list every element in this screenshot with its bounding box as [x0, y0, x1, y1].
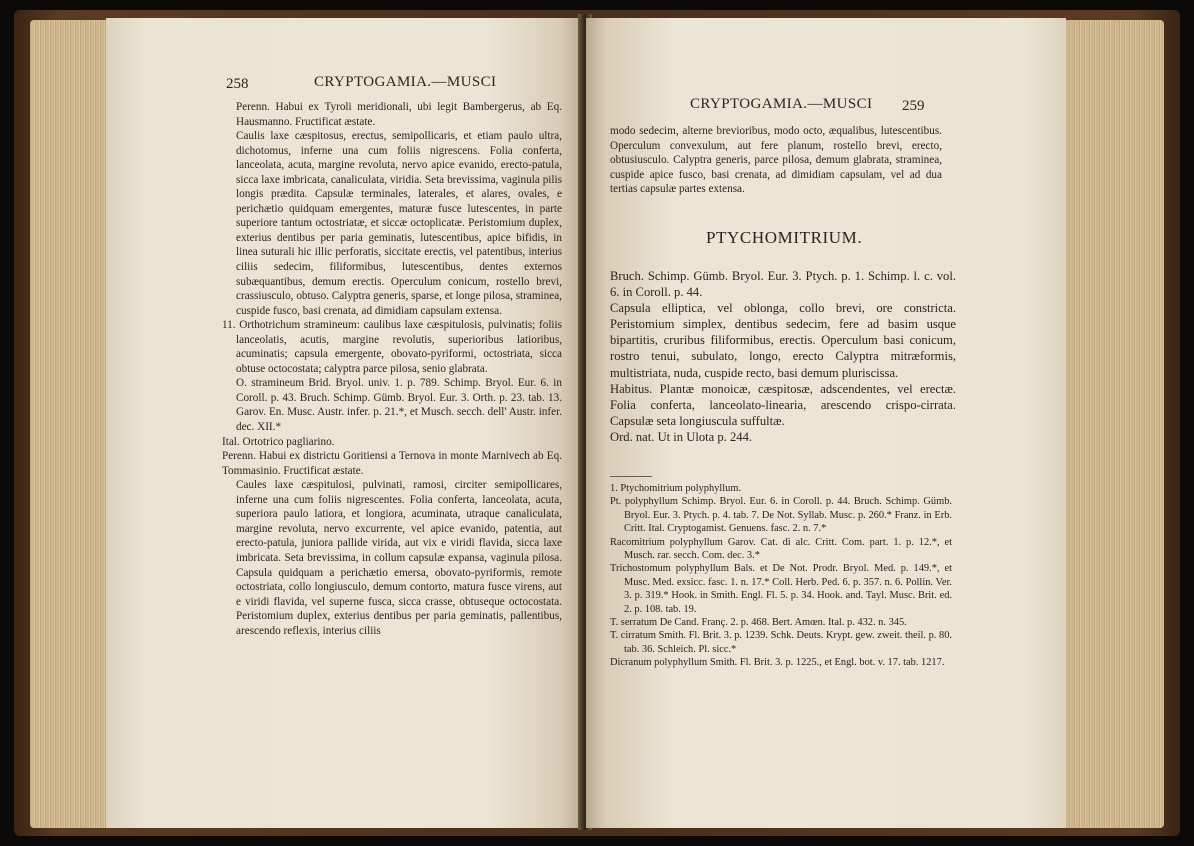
left-paragraph: O. stramineum Brid. Bryol. univ. 1. p. 789. Schimp. Bryol. Eur. 6. in Coroll. p. 43. Bruch. Schimp. Gümb. Bryol. Eur. 3. Orth. p. 23. tab. 13. Garov. En. Musc. Austr. infer. p. 21.*, et Musch. secch. dell' Austr. infer. dec. XII.*	[236, 377, 562, 434]
left-paragraph: Ital. Ortotrico pagliarino.	[222, 435, 335, 448]
species-paragraph: Pt. polyphyllum Schimp. Bryol. Eur. 6. in Coroll. p. 44. Bruch. Schimp. Gümb. Bryol. Eur. 3. Ptych. p. 4. tab. 7. De Not. Syllab. Musc. p. 260.* Franz. in Erb. Critt. Ital. Cryptogamist. Genuens. fasc. 2. n. 7.*	[610, 496, 952, 535]
genus-paragraph: Ord. nat. Ut in Ulota p. 244.	[610, 429, 753, 444]
species-paragraph: Dicranum polyphyllum Smith. Fl. Brit. 3. p. 1225., et Engl. bot. v. 17. tab. 1217.	[610, 657, 945, 669]
left-paragraph: Caules laxe cæspitulosi, pulvinati, ramosi, circiter semipollicares, inferne una cum foliis nigrescentes. Folia conferta, lanceolata, acuta, superiora paulo latiora, et longiora, acuminata, utraque canaliculata, margine revoluta, nervo excurrente, vel apice evanido, patentia, aut erecto-patula, juniora pallide virida, aut vix e viridi flavida, sicca laxe imbricata. Seta brevissima, in collum capsulæ expansa, vaginula pilosa. Capsula quidquam a perichætio emersa, obovato-pyriformis, remote octostriata, collo longiusculo, demum contorto, matura fusce virens, aut e viridi flavida, vel superne fusca, sicca crasse, obtuseque octocostata. Peristomium duplex, exterius dentibus per paria geminatis, pallentibus, arescendo reflexis, interius ciliis	[236, 479, 562, 637]
right-upper-text: modo sedecim, alterne brevioribus, modo octo, æqualibus, lutescentibus. Operculum convexulum, aut fere planum, rostello brevi, erecto, obtusiusculo. Calyptra generis, parce pilosa, demum glabrata, straminea, cuspide apice fusco, basi crenata, ad dimidiam capsulam, vel ad dua tertias capsulæ partes extensa.	[610, 125, 942, 196]
left-page-number: 258	[226, 76, 249, 92]
species-paragraph: 1. Ptychomitrium polyphyllum.	[610, 483, 742, 494]
separator-rule	[610, 476, 652, 477]
species-paragraph: Trichostomum polyphyllum Bals. et De Not. Prodr. Bryol. Med. p. 149.*, et Musc. Med. exsicc. fasc. 1. n. 17.* Coll. Herb. Ped. 6. p. 357. n. 6. Pollin. Ver. 3. p. 319.* Hook. in Smith. Engl. Fl. 5. p. 34. Hook. and. Tayl. Musc. Brit. ed. 2. p. 108. tab. 19.	[610, 563, 952, 615]
species-paragraph: T. cirratum Smith. Fl. Brit. 3. p. 1239. Schk. Deuts. Krypt. gew. zweit. theil. p. 80. tab. 36. Schleich. Pl. sicc.*	[610, 630, 952, 655]
genus-paragraph: Habitus. Plantæ monoicæ, cæspitosæ, adscendentes, vel erectæ. Folia conferta, lanceolato-linearia, arescendo crispo-cirrata. Capsulæ seta longiuscula suffultæ.	[610, 381, 956, 428]
species-paragraph: Racomitrium polyphyllum Garov. Cat. di alc. Critt. Com. part. 1. p. 12.*, et Musch. rar. secch. Com. dec. 3.*	[610, 536, 952, 562]
genus-description	[610, 268, 956, 445]
right-page-edges	[1060, 20, 1164, 828]
species-paragraph: T. serratum De Cand. Franç. 2. p. 468. Bert. Amœn. Ital. p. 432. n. 345.	[610, 617, 907, 629]
right-page-number: 259	[902, 98, 925, 114]
left-paragraph: 11. Orthotrichum stramineum: caulibus laxe cæspitulosis, pulvinatis; foliis lanceolatis, acutis, margine revolutis, superioribus latioribus, acuminatis; capsula emergente, obovato-pyriformi, octostriata, sicca obtuse octocostata; calyptra parce pilosa, senio glabrata.	[222, 319, 562, 375]
genus-paragraph: Bruch. Schimp. Gümb. Bryol. Eur. 3. Ptych. p. 1. Schimp. l. c. vol. 6. in Coroll. p. 44.	[610, 269, 956, 300]
left-paragraph: Perenn. Habui ex districtu Goritiensi a Ternova in monte Marnivech ab Eq. Tommasinio. Fructificat æstate.	[222, 450, 562, 477]
left-page	[106, 18, 584, 828]
section-title: PTYCHOMITRIUM.	[706, 228, 863, 247]
species-synonymy	[610, 482, 952, 670]
genus-paragraph: Capsula elliptica, vel oblonga, collo brevi, ore constricta. Peristomium simplex, dentibus sedecim, fere ad basim usque bipartitis, cruribus filiformibus, erectis. Operculum basi conicum, rostro tenui, subulato, longo, erecto Calyptra mitræformis, multistriata, nuda, cuspide recto, basi demum pluriscissa.	[610, 301, 956, 380]
left-running-head: CRYPTOGAMIA.—MUSCI	[314, 74, 497, 90]
left-paragraph: Caulis laxe cæspitosus, erectus, semipollicaris, et etiam paulo ultra, dichotomus, inferne una cum foliis nigrescens. Folia conferta, lanceolata, acuta, margine revoluta, nervo apice evanido, erecto-patula, sicca laxe imbricata, canaliculata, viridia. Seta brevissima, vaginula pilis longis prædita. Capsulæ terminales, laterales, et alares, ovales, e perichætio quidquam emergentes, maturæ fusce lutescentes, in parte superiore tantum octostriatæ, et siccæ octoplicatæ. Peristomium duplex, exterius dentibus per paria geminatis, lutescentibus, apice bifidis, in linea suturali hic illic perforatis, siccitate erectis, vel patentibus, interius ciliis sedecim, filiformibus, lutescentibus, dentes externos subæquantibus, demum erectis. Operculum conicum, rostello brevi, crassiusculo, obtuso. Calyptra generis, sparse, et longe pilosa, straminea, cuspide fusco, basi crenata, ad dimidiam capsulam extensa.	[236, 130, 562, 317]
left-paragraph: Perenn. Habui ex Tyroli meridionali, ubi legit Bambergerus, ab Eq. Hausmanno. Fructificat æstate.	[236, 101, 562, 128]
left-text-block	[222, 100, 562, 638]
right-page	[586, 18, 1066, 828]
right-running-head: CRYPTOGAMIA.—MUSCI	[690, 96, 873, 112]
